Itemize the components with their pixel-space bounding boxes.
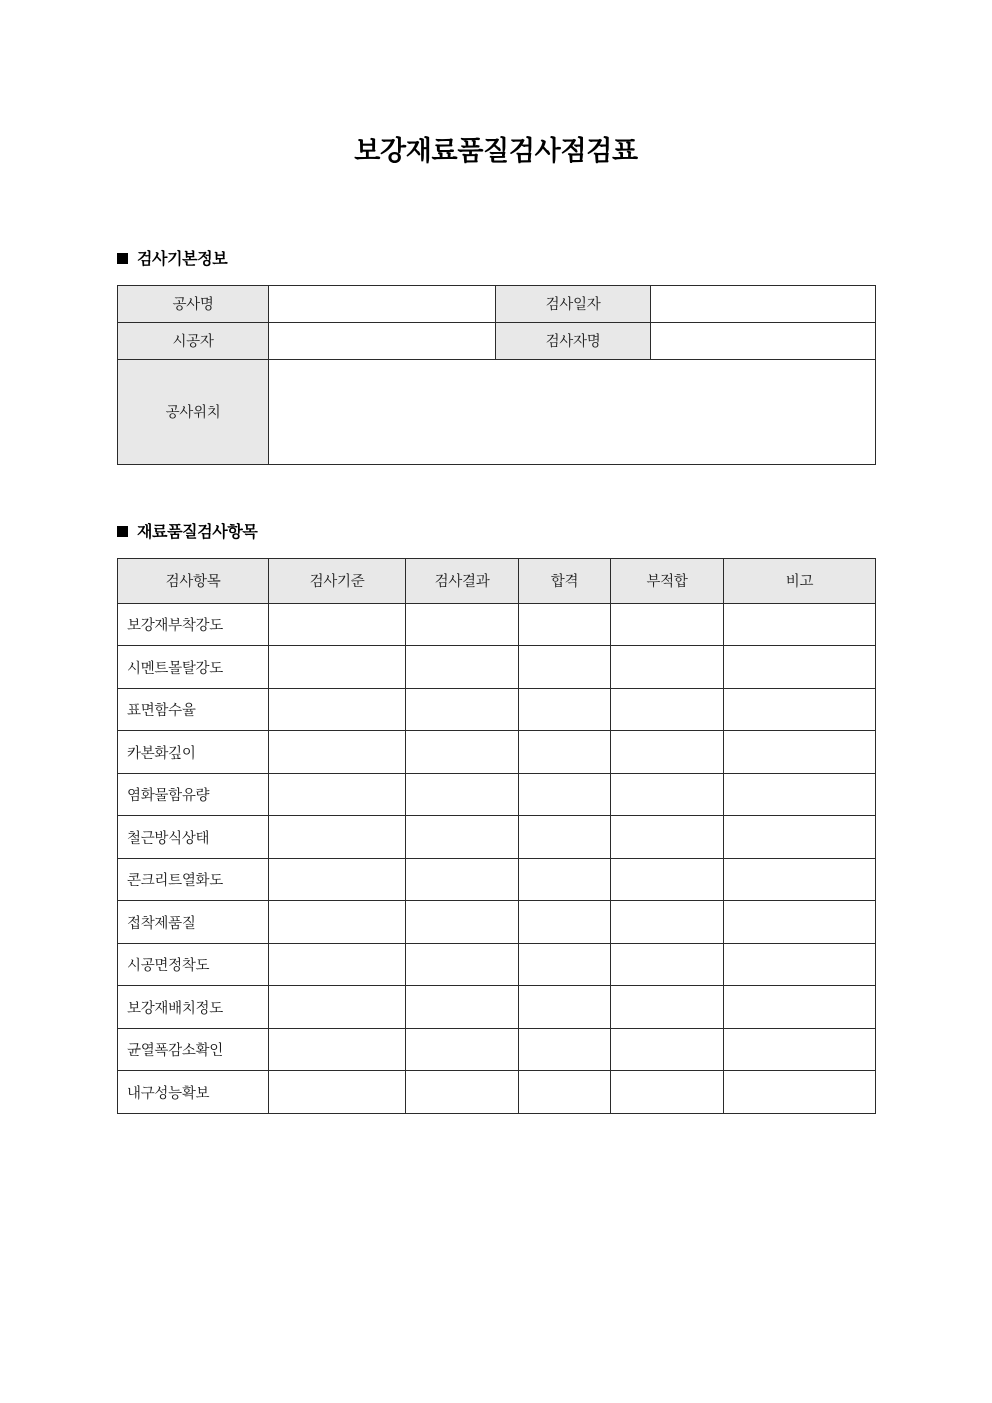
- cell-pass[interactable]: [519, 943, 611, 986]
- column-header-remark: 비고: [724, 558, 876, 603]
- cell-criteria[interactable]: [269, 901, 406, 944]
- page-title: 보강재료품질검사점검표: [354, 136, 638, 167]
- cell-fail[interactable]: [611, 943, 724, 986]
- square-bullet-icon: [117, 253, 128, 264]
- cell-remark[interactable]: [724, 1028, 876, 1071]
- column-header-item: 검사항목: [118, 558, 269, 603]
- table-row: [118, 986, 876, 1029]
- info-label-project-name: 공사명: [118, 285, 269, 322]
- cell-result[interactable]: [406, 603, 519, 646]
- inspection-item-name: 보강재부착강도: [118, 603, 269, 646]
- cell-criteria[interactable]: [269, 1071, 406, 1114]
- cell-criteria[interactable]: [269, 858, 406, 901]
- inspection-item-name: 보강재배치정도: [118, 986, 269, 1029]
- square-bullet-icon: [117, 526, 128, 537]
- cell-criteria[interactable]: [269, 688, 406, 731]
- table-row: [118, 901, 876, 944]
- cell-fail[interactable]: [611, 646, 724, 689]
- cell-result[interactable]: [406, 773, 519, 816]
- cell-criteria[interactable]: [269, 773, 406, 816]
- cell-remark[interactable]: [724, 603, 876, 646]
- cell-remark[interactable]: [724, 901, 876, 944]
- cell-result[interactable]: [406, 858, 519, 901]
- cell-remark[interactable]: [724, 688, 876, 731]
- table-row: [118, 646, 876, 689]
- table-row: [118, 603, 876, 646]
- cell-fail[interactable]: [611, 1028, 724, 1071]
- inspection-item-name: 시멘트몰탈강도: [118, 646, 269, 689]
- table-row: [118, 322, 876, 359]
- cell-remark[interactable]: [724, 986, 876, 1029]
- cell-remark[interactable]: [724, 858, 876, 901]
- cell-fail[interactable]: [611, 901, 724, 944]
- inspection-info-table: [117, 285, 876, 465]
- table-row: [118, 816, 876, 859]
- cell-fail[interactable]: [611, 773, 724, 816]
- cell-result[interactable]: [406, 731, 519, 774]
- cell-remark[interactable]: [724, 816, 876, 859]
- inspection-item-name: 접착제품질: [118, 901, 269, 944]
- cell-pass[interactable]: [519, 773, 611, 816]
- cell-criteria[interactable]: [269, 986, 406, 1029]
- cell-pass[interactable]: [519, 688, 611, 731]
- table-row: [118, 943, 876, 986]
- inspection-item-name: 표면함수율: [118, 688, 269, 731]
- cell-pass[interactable]: [519, 603, 611, 646]
- table-header-row: [118, 558, 876, 603]
- cell-result[interactable]: [406, 646, 519, 689]
- section-heading-material-quality-items: [117, 519, 875, 542]
- cell-result[interactable]: [406, 688, 519, 731]
- cell-criteria[interactable]: [269, 646, 406, 689]
- table-row: [118, 1071, 876, 1114]
- cell-fail[interactable]: [611, 731, 724, 774]
- cell-criteria[interactable]: [269, 603, 406, 646]
- cell-pass[interactable]: [519, 1028, 611, 1071]
- cell-remark[interactable]: [724, 1071, 876, 1114]
- cell-result[interactable]: [406, 1071, 519, 1114]
- cell-pass[interactable]: [519, 816, 611, 859]
- cell-criteria[interactable]: [269, 1028, 406, 1071]
- column-header-result: 검사결과: [406, 558, 519, 603]
- cell-result[interactable]: [406, 816, 519, 859]
- cell-remark[interactable]: [724, 646, 876, 689]
- cell-remark[interactable]: [724, 943, 876, 986]
- info-label-inspection-date: 검사일자: [496, 285, 651, 322]
- inspection-item-name: 카본화깊이: [118, 731, 269, 774]
- cell-fail[interactable]: [611, 603, 724, 646]
- table-row: [118, 688, 876, 731]
- cell-fail[interactable]: [611, 1071, 724, 1114]
- table-row: [118, 731, 876, 774]
- cell-pass[interactable]: [519, 986, 611, 1029]
- cell-result[interactable]: [406, 901, 519, 944]
- cell-pass[interactable]: [519, 858, 611, 901]
- inspection-item-name: 철근방식상태: [118, 816, 269, 859]
- cell-fail[interactable]: [611, 858, 724, 901]
- cell-pass[interactable]: [519, 901, 611, 944]
- info-label-inspector-name: 검사자명: [496, 322, 651, 359]
- cell-criteria[interactable]: [269, 943, 406, 986]
- column-header-criteria: 검사기준: [269, 558, 406, 603]
- inspection-item-name: 균열폭감소확인: [118, 1028, 269, 1071]
- info-value-inspection-date[interactable]: [651, 285, 876, 322]
- table-row: [118, 359, 876, 464]
- cell-result[interactable]: [406, 986, 519, 1029]
- info-label-contractor: 시공자: [118, 322, 269, 359]
- table-row: [118, 773, 876, 816]
- cell-fail[interactable]: [611, 816, 724, 859]
- info-value-inspector-name[interactable]: [651, 322, 876, 359]
- cell-pass[interactable]: [519, 1071, 611, 1114]
- cell-pass[interactable]: [519, 731, 611, 774]
- cell-remark[interactable]: [724, 773, 876, 816]
- info-value-project-name[interactable]: [269, 285, 496, 322]
- section-heading-label: 검사기본정보: [137, 248, 228, 268]
- section-heading-label: 재료품질검사항목: [137, 521, 258, 541]
- cell-criteria[interactable]: [269, 816, 406, 859]
- cell-result[interactable]: [406, 943, 519, 986]
- info-value-contractor[interactable]: [269, 322, 496, 359]
- cell-criteria[interactable]: [269, 731, 406, 774]
- inspection-item-name: 염화물함유량: [118, 773, 269, 816]
- material-quality-inspection-table: [117, 558, 876, 1114]
- inspection-item-name: 콘크리트열화도: [118, 858, 269, 901]
- table-row: [118, 858, 876, 901]
- cell-fail[interactable]: [611, 986, 724, 1029]
- table-row: [118, 1028, 876, 1071]
- cell-fail[interactable]: [611, 688, 724, 731]
- inspection-item-name: 내구성능확보: [118, 1071, 269, 1114]
- cell-result[interactable]: [406, 1028, 519, 1071]
- info-label-site-location: 공사위치: [118, 359, 269, 464]
- section-heading-inspection-info: [117, 246, 875, 269]
- cell-pass[interactable]: [519, 646, 611, 689]
- cell-remark[interactable]: [724, 731, 876, 774]
- column-header-fail: 부적합: [611, 558, 724, 603]
- inspection-item-name: 시공면정착도: [118, 943, 269, 986]
- column-header-pass: 합격: [519, 558, 611, 603]
- info-value-site-location[interactable]: [269, 359, 876, 464]
- table-row: [118, 285, 876, 322]
